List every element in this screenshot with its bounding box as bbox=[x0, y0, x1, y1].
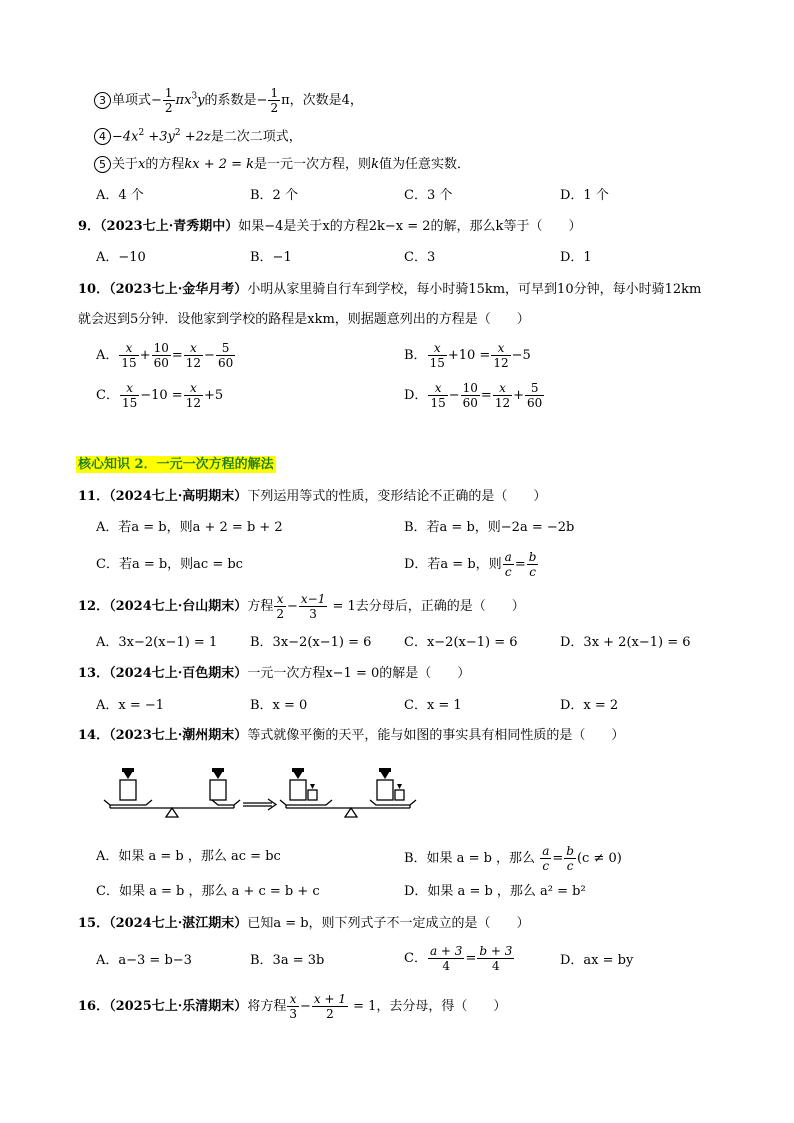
question-number: 9． bbox=[78, 219, 101, 234]
section-heading bbox=[76, 456, 276, 474]
question-12: 12．（2024七上·台山期末）方程 $\frac{x}{2}$ − $\frac{x-1}{3}$ = 1去分母后，正确的是（ ） bbox=[78, 592, 525, 621]
option-b[interactable]: B．3a = 3b bbox=[250, 953, 325, 968]
option-d[interactable]: D．3x + 2(x−1) = 6 bbox=[560, 635, 691, 650]
circled-number: 3 bbox=[94, 92, 111, 109]
question-10 bbox=[78, 281, 701, 299]
option-d[interactable]: D．1 个 bbox=[560, 188, 609, 203]
option-c[interactable]: C．若a = b，则ac = bc bbox=[96, 557, 243, 572]
text: 单项式− bbox=[112, 93, 162, 108]
option-b[interactable]: B．3x−2(x−1) = 6 bbox=[250, 635, 372, 650]
question-source: （2023七上·青秀期中） bbox=[100, 219, 239, 234]
exponent: 3 bbox=[191, 91, 198, 102]
option-c[interactable]: C． $\frac{x}{15}$ −10 = $\frac{x}{12}$ +5 bbox=[96, 381, 224, 410]
math: +2z bbox=[180, 129, 211, 145]
statement-5 bbox=[94, 156, 470, 174]
option-c[interactable]: C．3 个 bbox=[404, 188, 453, 203]
option-a[interactable]: A．−10 bbox=[96, 250, 146, 265]
question-15: 15．（2024七上·湛江期末）已知a = b，则下列式子不一定成立的是（ ） bbox=[78, 916, 530, 931]
question-10-line2: 就会迟到5分钟．设他家到学校的路程是xkm，则据题意列出的方程是（ ） bbox=[78, 312, 530, 327]
option-b[interactable]: B．若a = b，则−2a = −2b bbox=[404, 520, 575, 535]
question-14: 14．（2023七上·潮州期末）等式就像平衡的天平，能与如图的事实具有相同性质的是（ ） bbox=[78, 728, 625, 743]
option-a[interactable]: A．3x−2(x−1) = 1 bbox=[96, 635, 218, 650]
exponent: 2 bbox=[138, 128, 145, 138]
math: +3y bbox=[144, 129, 175, 145]
fraction: $\frac{1}{2}$ bbox=[164, 86, 173, 115]
section-title: 核心知识 2．一元一次方程的解法 bbox=[78, 457, 274, 472]
option-b[interactable]: B．2 个 bbox=[250, 188, 298, 203]
option-b[interactable]: B． $\frac{x}{15}$ +10 = $\frac{x}{12}$ −5 bbox=[404, 341, 531, 370]
question-11: 11．（2024七上·高明期末）下列运用等式的性质，变形结论不正确的是（ ） bbox=[78, 489, 547, 504]
option-d[interactable]: D．若a = b，则 $\frac{a}{c}$ = $\frac{b}{c}$ bbox=[404, 550, 537, 579]
statement-3 bbox=[94, 86, 363, 115]
option-a[interactable]: A．如果 a = b ，那么 ac = bc bbox=[96, 849, 281, 864]
balance-scale-figure bbox=[100, 765, 420, 827]
option-c[interactable]: C．x = 1 bbox=[404, 698, 462, 713]
option-a[interactable]: A．x = −1 bbox=[96, 698, 165, 713]
question-16: 16．（2025七上·乐清期末）将方程 $\frac{x}{3}$ − $\frac{x + 1}{2}$ = 1，去分母，得（ ） bbox=[78, 992, 507, 1021]
math: πx bbox=[175, 93, 192, 108]
question-13: 13．（2024七上·百色期末）一元一次方程x−1 = 0的解是（ ） bbox=[78, 666, 471, 681]
option-d[interactable]: D．1 bbox=[560, 250, 592, 265]
exponent: 2 bbox=[174, 128, 181, 138]
statement-4 bbox=[94, 124, 302, 146]
option-a[interactable]: A．4 个 bbox=[96, 188, 144, 203]
math: kx + 2 = k bbox=[184, 157, 255, 172]
option-a[interactable]: A． $\frac{x}{15}$ + $\frac{10}{60}$ = $\frac{x}{12}$ − $\frac{5}{60}$ bbox=[96, 341, 234, 370]
option-c[interactable]: C．3 bbox=[404, 250, 436, 265]
text: 的系数是− bbox=[204, 93, 268, 108]
math: −4x bbox=[112, 129, 139, 145]
text: 关于 bbox=[112, 157, 139, 172]
option-c[interactable]: C．x−2(x−1) = 6 bbox=[404, 635, 518, 650]
question-source: （2023七上·金华月考） bbox=[109, 282, 248, 297]
text: π，次数是4， bbox=[281, 93, 363, 108]
option-c[interactable]: C．如果 a = b ，那么 a + c = b + c bbox=[96, 884, 320, 899]
circled-number: 4 bbox=[94, 128, 111, 145]
option-b[interactable]: B．如果 a = b ，那么 $\frac{a}{c}$ = $\frac{b}{c}$ (c ≠ 0) bbox=[404, 844, 622, 873]
math: k bbox=[371, 157, 379, 172]
option-b[interactable]: B．x = 0 bbox=[250, 698, 308, 713]
text: 的方程 bbox=[145, 157, 185, 172]
question-text: 如果−4是关于x的方程2k−x = 2的解，那么k等于（ ） bbox=[238, 219, 582, 234]
option-a[interactable]: A．若a = b，则a + 2 = b + 2 bbox=[96, 520, 283, 535]
math: x bbox=[138, 157, 146, 172]
option-d[interactable]: D．ax = by bbox=[560, 953, 634, 968]
fraction: $\frac{1}{2}$ bbox=[270, 86, 279, 115]
question-text: 小明从家里骑自行车到学校，每小时骑15km，可早到10分钟，每小时骑12km bbox=[247, 282, 702, 297]
question-number: 10． bbox=[78, 282, 110, 297]
option-d[interactable]: D．x = 2 bbox=[560, 698, 619, 713]
option-c[interactable]: C． $\frac{a + 3}{4}$ = $\frac{b + 3}{4}$ bbox=[404, 944, 513, 973]
option-a[interactable]: A．a−3 = b−3 bbox=[96, 953, 192, 968]
text: 是一元一次方程，则 bbox=[254, 157, 372, 172]
text: 是二次二项式， bbox=[210, 129, 302, 145]
option-d[interactable]: D．如果 a = b ，那么 a² = b² bbox=[404, 884, 586, 899]
question-9 bbox=[78, 218, 581, 236]
option-d[interactable]: D． $\frac{x}{15}$ − $\frac{10}{60}$ = $\frac{x}{12}$ + $\frac{5}{60}$ bbox=[404, 381, 543, 410]
circled-number: 5 bbox=[94, 156, 111, 173]
text: 值为任意实数． bbox=[378, 157, 470, 172]
math: y bbox=[197, 93, 205, 108]
option-b[interactable]: B．−1 bbox=[250, 250, 292, 265]
